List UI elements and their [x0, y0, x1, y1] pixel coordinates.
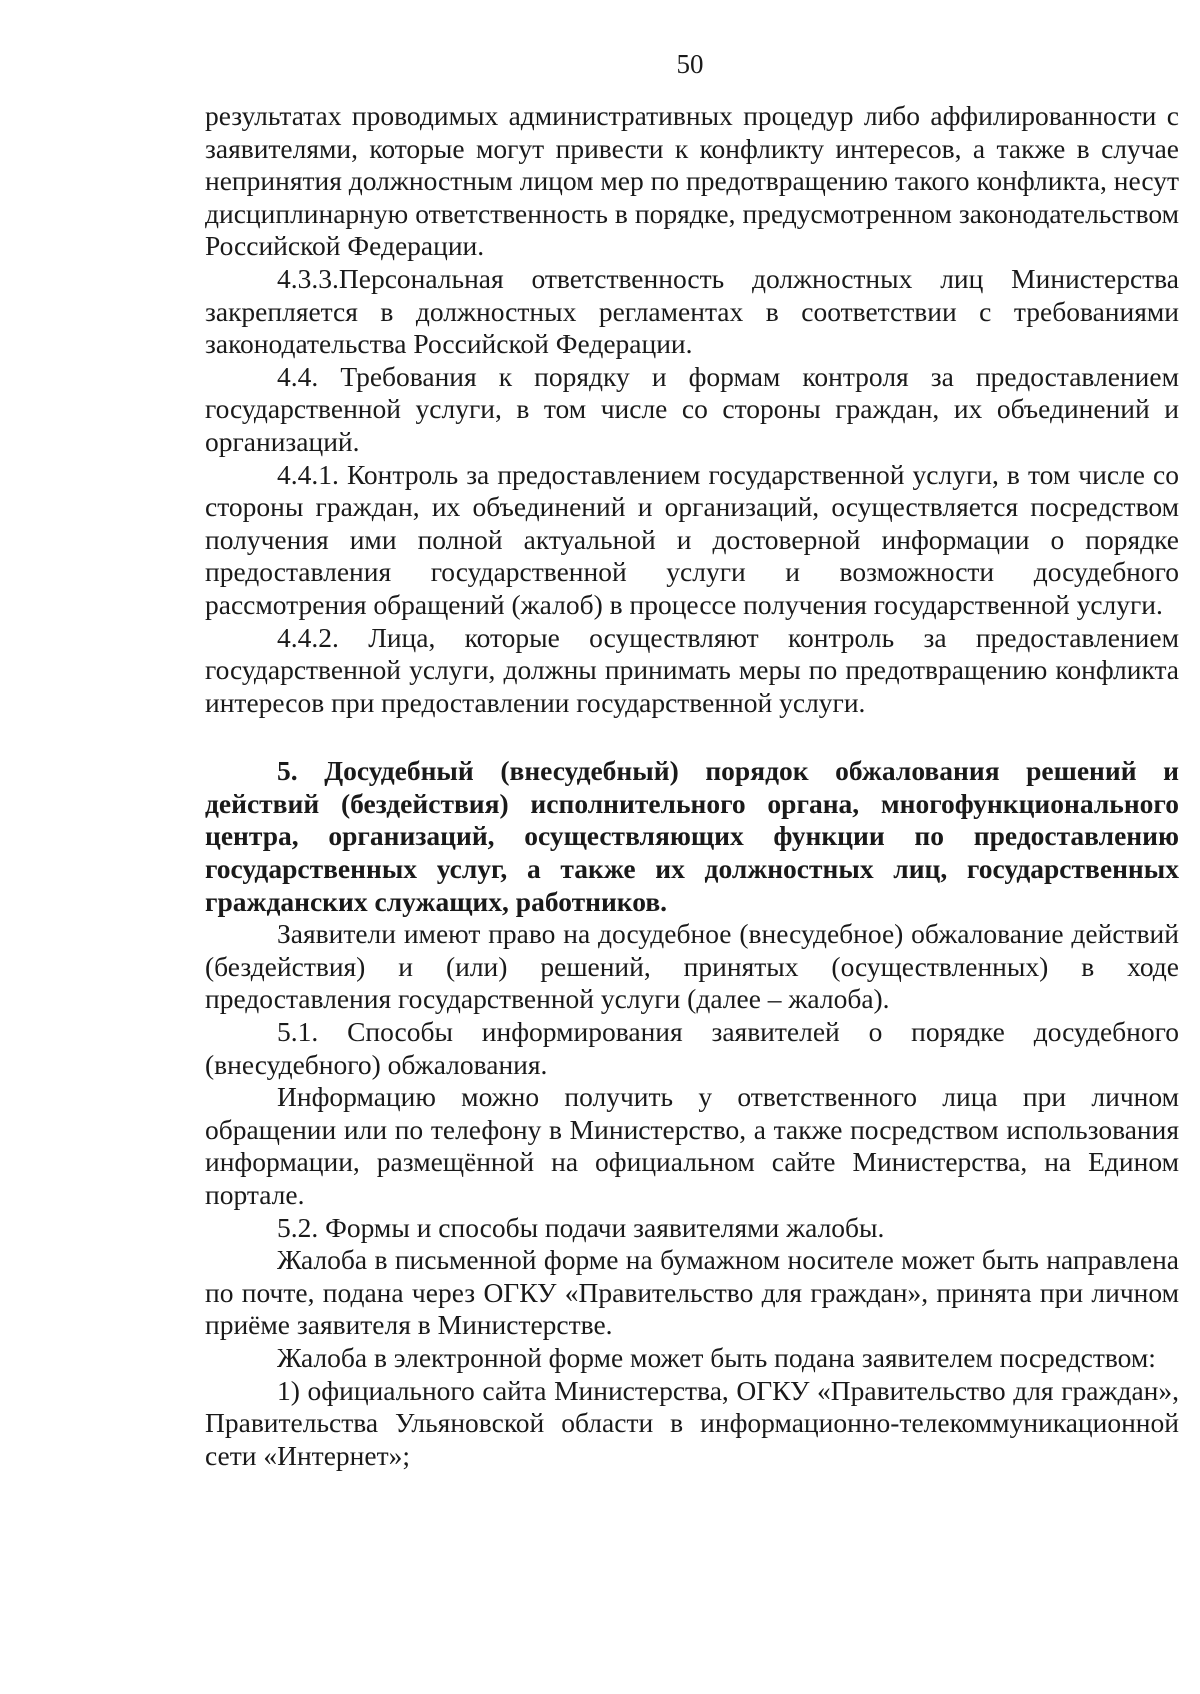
paragraph-electronic-complaint: Жалоба в электронной форме может быть подана заявителем посредством:	[277, 1341, 1156, 1373]
paragraph-information: Информацию можно получить у ответственного лица при личном обращении или по телефону в Министерство, а также посредством использования информации, размещённой на официальном сайте Министерства, на Едином портале.	[205, 1081, 1179, 1210]
paragraph-5-2: 5.2. Формы и способы подачи заявителями жалобы.	[277, 1211, 885, 1243]
paragraph-paper-complaint: Жалоба в письменной форме на бумажном носителе может быть направлена по почте, подана через ОГКУ «Правительство для граждан», принята при личном приёме заявителя в Министерстве.	[205, 1244, 1179, 1341]
paragraph-4-3-3: 4.3.3.Персональная ответственность должностных лиц Министерства закрепляется в должностных регламентах в соответствии с требованиями законодательства Российской Федерации.	[205, 262, 1179, 360]
section-5-heading: 5. Досудебный (внесудебный) порядок обжалования решений и действий (бездействия) исполнительного органа, многофункционального центра, организаций, осуществляющих функции по предоставлению государственных услуг, а также их должностных лиц, государственных гражданских служащих, работников.	[205, 755, 1179, 917]
paragraph-5-1: 5.1. Способы информирования заявителей о порядке досудебного (внесудебного) обжалования.	[205, 1016, 1179, 1080]
paragraph-4-4-1: 4.4.1. Контроль за предоставлением государственной услуги, в том числе со стороны граждан, их объединений и организаций, осуществляется посредством получения ими полной актуальной и достоверной информации о порядке предоставления государственной услуги и возможности досудебного рассмотрения обращений (жалоб) в процессе получения государственной услуги.	[205, 458, 1179, 620]
paragraph-applicants-right: Заявители имеют право на досудебное (внесудебное) обжалование действий (бездействия) и (или) решений, принятых (осуществленных) в ходе предоставления государственной услуги (далее – жалоба).	[205, 918, 1179, 1015]
paragraph-continuation: результатах проводимых административных процедур либо аффилированности с заявителями, которые могут привести к конфликту интересов, а также в случае непринятия должностным лицом мер по предотвращению такого конфликта, несут дисциплинарную ответственность в порядке, предусмотренном законодательством Российской Федерации.	[205, 100, 1179, 262]
page-number: 50	[676, 49, 704, 79]
document-body	[205, 100, 1179, 1472]
paragraph-4-4-2: 4.4.2. Лица, которые осуществляют контроль за предоставлением государственной услуги, должны принимать меры по предотвращению конфликта интересов при предоставлении государственной услуги.	[205, 621, 1179, 718]
list-item-1: 1) официального сайта Министерства, ОГКУ «Правительство для граждан», Правительства Ульяновской области в информационно-телекоммуникационной сети «Интернет»;	[205, 1374, 1179, 1471]
paragraph-4-4: 4.4. Требования к порядку и формам контроля за предоставлением государственной услуги, в том числе со стороны граждан, их объединений и организаций.	[205, 360, 1179, 457]
